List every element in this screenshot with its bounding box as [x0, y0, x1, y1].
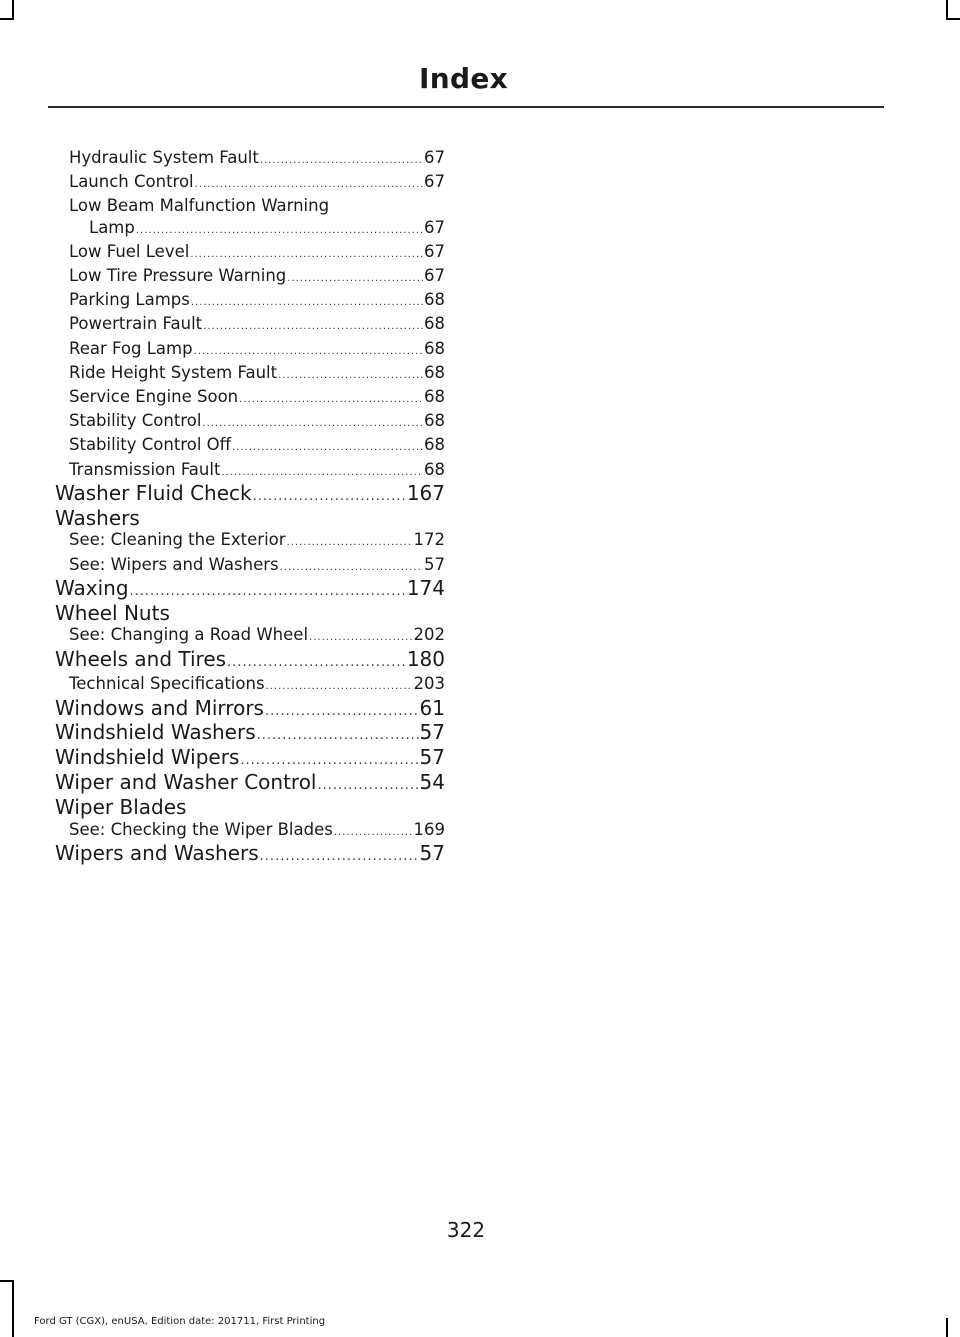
index-entry-page: 68 [424, 314, 445, 334]
index-entry-page: 68 [424, 362, 445, 382]
dot-leader [202, 413, 423, 434]
dot-leader [136, 220, 423, 241]
index-entry-page: 68 [424, 290, 445, 310]
index-entry [55, 171, 445, 195]
index-entry [55, 289, 445, 313]
dot-leader [191, 292, 423, 313]
index-entry-text: Parking Lamps [69, 290, 190, 310]
index-entry [55, 313, 445, 337]
index-heading: Washers [55, 505, 140, 530]
index-entry-page: 54 [419, 770, 445, 795]
index-entry-page: 67 [424, 241, 445, 261]
index-entry-text: Rear Fog Lamp [69, 338, 193, 358]
index-entry-text: Ride Height System Fault [69, 362, 278, 382]
index-entry-text: Low Fuel Level [69, 241, 190, 261]
index-entry-text: See: Cleaning the Exterior [69, 530, 286, 550]
index-entry [55, 772, 445, 797]
index-entry-text: Windshield Wipers [55, 745, 240, 770]
index-entry [55, 241, 445, 265]
index-entry [55, 673, 445, 697]
edition-footer: Ford GT (CGX), enUSA, Edition date: 201711, First Printing [34, 1316, 326, 1327]
index-entry-text: Lamp [89, 217, 135, 237]
index-heading: Wiper Blades [55, 794, 187, 819]
dot-leader [278, 365, 423, 386]
crop-mark-top-right-horizontal [948, 18, 960, 20]
index-entry-text: Stability Control Off [69, 435, 232, 455]
index-entry [55, 819, 445, 843]
index-entry [55, 575, 445, 603]
dot-leader [260, 846, 419, 868]
index-entry-text: Low Tire Pressure Warning [69, 266, 287, 286]
index-entry [55, 459, 445, 483]
index-entry-text: Stability Control [69, 411, 202, 431]
index-entry-page: 68 [424, 338, 445, 358]
index-entry-page: 202 [413, 625, 445, 645]
index-entry-text: Technical Specifications [69, 674, 265, 694]
index-entry-page: 174 [406, 575, 445, 600]
index-entry-page: 61 [419, 695, 445, 720]
index-entry-page: 67 [424, 217, 445, 237]
index-entry [55, 147, 445, 171]
index-entry-page: 57 [419, 720, 445, 745]
index-entry-page: 169 [413, 819, 445, 839]
dot-leader [232, 437, 423, 458]
index-entry-text: See: Wipers and Washers [69, 554, 279, 574]
index-entry-page: 68 [424, 459, 445, 479]
title-divider [48, 106, 884, 108]
index-entry [55, 722, 445, 747]
dot-leader [221, 462, 423, 483]
dot-leader [287, 268, 423, 289]
index-entry-text: Transmission Fault [69, 459, 221, 479]
index-entry [55, 646, 445, 674]
index-entry-text: Wiper and Washer Control [55, 770, 317, 795]
index-list [55, 147, 445, 868]
index-entry [55, 747, 445, 772]
index-entry-page: 67 [424, 148, 445, 167]
index-entry-page: 67 [424, 172, 445, 192]
crop-mark-top-left-horizontal [0, 18, 12, 20]
index-entry [55, 480, 445, 508]
index-entry [55, 529, 445, 553]
index-entry-text: Washer Fluid Check [55, 480, 252, 505]
index-entry [55, 554, 445, 578]
index-entry [55, 695, 445, 723]
dot-leader [253, 486, 406, 508]
dot-leader [190, 244, 423, 265]
index-entry-text: Windshield Washers [55, 720, 256, 745]
index-entry-text: Windows and Mirrors [55, 695, 264, 720]
index-entry-page: 180 [406, 646, 445, 671]
page-title: Index [419, 62, 508, 95]
index-entry [55, 386, 445, 410]
index-entry-page: 68 [424, 387, 445, 407]
dot-leader [287, 532, 413, 553]
dot-leader [266, 676, 413, 697]
index-entry-text: Wheels and Tires [55, 646, 227, 671]
index-entry [55, 338, 445, 362]
dot-leader [309, 627, 412, 648]
index-entry-page: 172 [413, 530, 445, 550]
index-entry [55, 624, 445, 648]
dot-leader [227, 652, 406, 674]
index-entry-text: See: Checking the Wiper Blades [69, 819, 333, 839]
index-entry-page: 203 [413, 674, 445, 694]
index-entry [55, 840, 445, 868]
dot-leader [260, 150, 423, 171]
index-entry-page: 57 [419, 745, 445, 770]
index-entry-page: 68 [424, 411, 445, 431]
dot-leader [334, 822, 413, 843]
index-entry-text: Service Engine Soon [69, 387, 239, 407]
dot-leader [203, 316, 423, 337]
index-entry-page: 57 [419, 840, 445, 865]
index-entry [55, 434, 445, 458]
index-entry [55, 265, 445, 289]
index-heading: Wheel Nuts [55, 600, 170, 625]
dot-leader [317, 775, 418, 797]
crop-mark-bottom-left-horizontal [0, 1280, 12, 1282]
index-entry [55, 362, 445, 386]
dot-leader [239, 389, 423, 410]
index-entry-text: See: Changing a Road Wheel [69, 625, 309, 645]
index-entry [55, 410, 445, 434]
index-entry-text: Launch Control [69, 172, 194, 192]
dot-leader [240, 750, 418, 772]
index-entry-page: 68 [424, 435, 445, 455]
index-entry-text: Hydraulic System Fault [69, 148, 259, 167]
index-entry-text: Powertrain Fault [69, 314, 203, 334]
dot-leader [194, 341, 423, 362]
index-entry-text: Wipers and Washers [55, 840, 259, 865]
dot-leader [265, 701, 419, 723]
crop-mark-top-left [12, 0, 14, 20]
page-number: 322 [446, 1218, 486, 1242]
dot-leader [257, 725, 419, 747]
index-heading: Low Beam Malfunction Warning [69, 196, 330, 216]
dot-leader [130, 581, 406, 603]
dot-leader [280, 557, 423, 578]
index-entry-page: 67 [424, 266, 445, 286]
crop-mark-top-right [946, 0, 948, 20]
crop-mark-bottom-right [946, 1318, 948, 1337]
dot-leader [195, 174, 423, 195]
crop-mark-bottom-left [12, 1280, 14, 1337]
index-entry-text: Waxing [55, 575, 129, 600]
index-entry-page: 167 [406, 480, 445, 505]
index-entry [55, 217, 445, 241]
index-entry-page: 57 [424, 554, 445, 574]
